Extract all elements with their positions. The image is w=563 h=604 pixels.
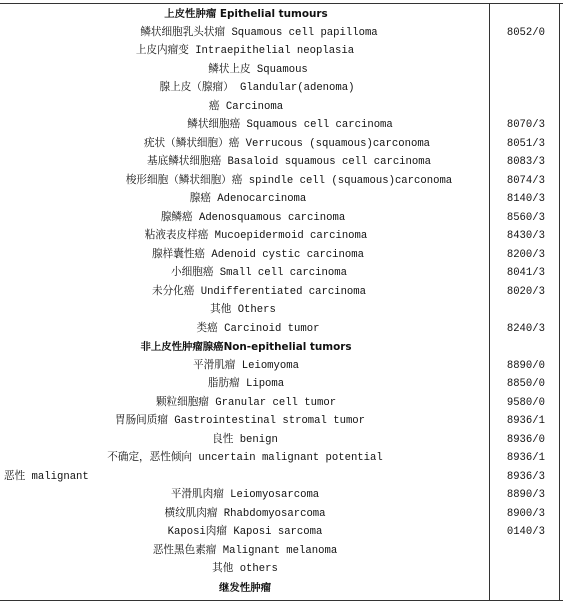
row-term: 其他 Others [210,304,276,316]
row-term: 良性 benign [212,433,278,446]
row-term: 不确定，恶性倾向 uncertain malignant potential [107,452,383,464]
row-code: 9580/0 [506,396,545,409]
row-code: 8936/3 [506,470,545,483]
row-code: 8052/0 [506,26,545,39]
row-term: 平滑肌瘤 Leiomyoma [193,359,299,372]
row-code: 8936/0 [506,433,545,446]
row-term: Kaposi肉瘤 Kaposi sarcoma [167,526,323,538]
row-code: 8890/3 [506,489,545,501]
row-term: 鳞状细胞乳头状瘤 Squamous cell papilloma [140,26,378,39]
row-term: 未分化癌 Undifferentiated carcinoma [151,285,367,298]
row-code: 8140/3 [506,193,545,205]
row-code: 8936/1 [506,452,545,464]
row-term: 颗粒细胞瘤 Granular cell tumor [155,396,337,409]
row-term: 胃肠间质瘤 Gastrointestinal stromal tumor [114,415,366,427]
table-right-border [559,3,560,601]
row-term: 鳞状上皮 Squamous [208,63,308,76]
row-code: 8936/1 [506,415,545,427]
row-term: 非上皮性肿瘤腺癌Non-epithelial tumors [140,341,352,353]
row-term: 腺癌 Adenocarcinoma [189,193,307,205]
row-code: 8890/0 [506,359,545,372]
column-divider [489,3,490,601]
row-term: 平滑肌肉瘤 Leiomyosarcoma [170,489,320,501]
row-code: 8070/3 [506,119,545,131]
row-code: 8200/3 [506,248,545,261]
row-code: 8074/3 [506,174,545,187]
row-code: 0140/3 [506,526,545,538]
row-term: 小细胞癌 Small cell carcinoma [171,267,347,279]
row-term: 上皮内瘤变 Intraepithelial neoplasia [135,45,355,57]
row-term: 其他 others [212,563,278,575]
row-term: 鳞状细胞癌 Squamous cell carcinoma [187,119,393,131]
row-term: 继发性肿瘤 [219,581,271,594]
table-bottom-border [0,600,563,601]
row-code: 8430/3 [506,230,545,242]
row-term: 梭形细胞（鳞状细胞）癌 spindle cell (squamous)carconoma [125,174,453,187]
row-term: 恶性 malignant [4,470,89,483]
row-term: 腺样囊性癌 Adenoid cystic carcinoma [152,248,364,261]
row-code: 8083/3 [506,156,545,168]
row-code: 8240/3 [506,322,545,335]
row-term: 类癌 Carcinoid tumor [196,322,320,335]
row-code: 8560/3 [506,211,545,224]
row-term: 腺鳞癌 Adenosquamous carcinoma [160,211,346,224]
row-term: 脂肪瘤 Lipoma [207,378,285,390]
row-code: 8041/3 [506,267,545,279]
row-term: 癌 Carcinoma [208,100,284,113]
row-code: 8051/3 [506,137,545,150]
row-code: 8850/0 [506,378,545,390]
row-term: 疣状（鳞状细胞）癌 Verrucous (squamous)carconoma [143,137,431,150]
row-code: 8020/3 [506,285,545,298]
row-term: 横纹肌肉瘤 Rhabdomyosarcoma [164,507,326,520]
row-term: 粘液表皮样癌 Mucoepidermoid carcinoma [144,230,368,242]
table-top-border [0,3,563,4]
row-term: 基底鳞状细胞癌 Basaloid squamous cell carcinoma [147,156,431,168]
row-term: 恶性黑色素瘤 Malignant melanoma [152,544,338,557]
row-term: 上皮性肿瘤 Epithelial tumours [164,8,328,20]
row-code: 8900/3 [506,507,545,520]
row-term: 腺上皮（腺瘤） Glandular(adenoma) [159,82,355,94]
